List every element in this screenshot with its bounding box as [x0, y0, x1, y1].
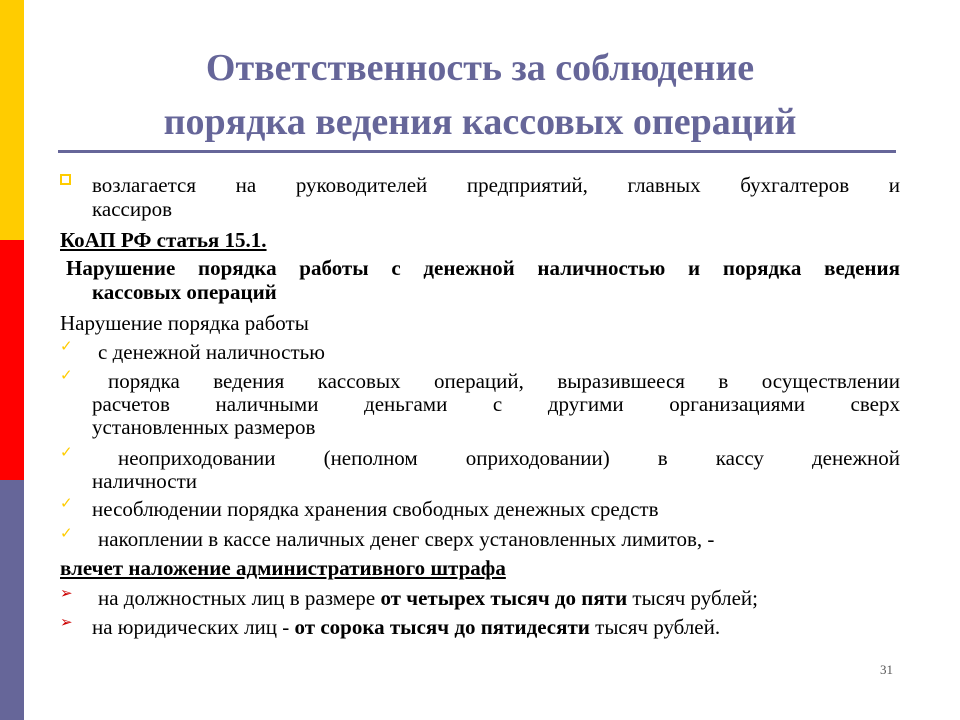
square-bullet-icon: [60, 174, 71, 185]
check-icon: ✓: [60, 494, 73, 512]
left-stripe-slate: [0, 480, 24, 720]
penalty-legal: [92, 616, 720, 638]
penalty-officials: [98, 587, 758, 609]
title-divider: [58, 150, 896, 153]
check-icon: ✓: [60, 366, 73, 384]
penalty-legal-prefix: на юридических лиц -: [92, 615, 295, 639]
check-item-3-line-1: неоприходовании (неполном оприходовании) в кассу денежной: [118, 446, 900, 470]
penalty-heading: влечет наложение административного штрафа: [60, 556, 506, 580]
intro-line-1: возлагается на руководителей предприятий, главных бухгалтеров и: [92, 173, 900, 197]
check-icon: ✓: [60, 524, 73, 542]
penalty-officials-suffix: тысяч рублей;: [627, 586, 758, 610]
check-icon: ✓: [60, 337, 73, 355]
arrow-bullet-icon: ➢: [60, 613, 73, 631]
penalty-legal-amount: от сорока тысяч до пятидесяти: [294, 615, 590, 639]
intro-line-2: кассиров: [92, 197, 173, 221]
left-stripe-yellow: [0, 0, 24, 240]
penalty-officials-amount: от четырех тысяч до пяти: [380, 586, 628, 610]
check-item-5: накоплении в кассе наличных денег сверх установленных лимитов, -: [98, 527, 715, 551]
left-stripe-red: [0, 240, 24, 480]
arrow-bullet-icon: ➢: [60, 584, 73, 602]
page-number: 31: [880, 662, 893, 677]
penalty-officials-prefix: на должностных лиц в размере: [98, 586, 381, 610]
check-item-1: с денежной наличностью: [98, 340, 325, 364]
slide-title-line-1: Ответственность за соблюдение: [205, 47, 755, 89]
check-icon: ✓: [60, 443, 73, 461]
koap-heading-line-1: Нарушение порядка работы с денежной наличностью и порядка ведения: [66, 256, 900, 280]
slide-title-line-2: порядка ведения кассовых операций: [163, 101, 797, 143]
check-item-4: несоблюдении порядка хранения свободных денежных средств: [92, 497, 659, 521]
penalty-legal-suffix: тысяч рублей.: [589, 615, 721, 639]
koap-article: КоАП РФ статья 15.1.: [60, 228, 267, 252]
koap-heading-line-2: кассовых операций: [92, 280, 277, 304]
check-item-3-line-2: наличности: [92, 469, 198, 493]
check-item-2-line-1: порядка ведения кассовых операций, выразившееся в осуществлении: [108, 369, 900, 393]
violation-intro: Нарушение порядка работы: [60, 311, 309, 335]
check-item-2-line-2: расчетов наличными деньгами с другими организациями сверх: [92, 392, 900, 416]
check-item-2-line-3: установленных размеров: [92, 415, 316, 439]
